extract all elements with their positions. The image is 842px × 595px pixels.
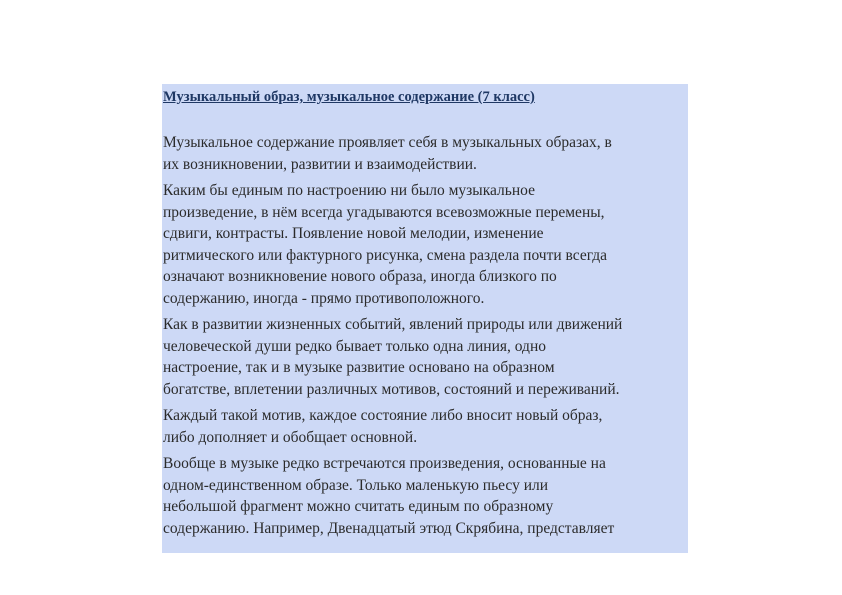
text-line: человеческой души редко бывает только одна линия, одно — [163, 337, 546, 355]
text-line: сдвиги, контрасты. Появление новой мелодии, изменение — [163, 225, 544, 242]
paragraph — [163, 453, 688, 539]
text-line: Вообще в музыке редко встречаются произведения, основанные на — [163, 455, 606, 472]
text-line: Каждый такой мотив, каждое состояние либо вносит новый образ, — [163, 407, 603, 424]
text-line: небольшой фрагмент можно считать единым по образному — [163, 498, 554, 515]
text-line: содержанию, иногда - прямо противоположного. — [163, 289, 485, 307]
text-line: Как в развитии жизненных событий, явлений природы или движений — [163, 316, 623, 333]
paragraph — [163, 314, 688, 400]
text-line: либо дополняет и обобщает основной. — [163, 428, 418, 446]
text-line: одном-единственном образе. Только маленькую пьесу или — [163, 476, 549, 494]
text-block — [162, 84, 688, 553]
document-title: Музыкальный образ, музыкальное содержание (7 класс) — [163, 89, 535, 105]
text-line: настроение, так и в музыке развитие основано на образном — [163, 359, 555, 376]
text-line: их возникновении, развитии и взаимодействии. — [163, 155, 477, 173]
paragraph — [163, 132, 688, 175]
text-line: Каким бы единым по настроению ни было музыкальное — [163, 182, 535, 199]
paragraph — [163, 180, 688, 309]
text-line: произведение, в нём всегда угадываются всевозможные перемены, — [163, 203, 605, 221]
text-line: богатстве, вплетении различных мотивов, состояний и переживаний. — [163, 380, 620, 398]
text-line: Музыкальное содержание проявляет себя в музыкальных образах, в — [163, 134, 612, 151]
text-line: означают возникновение нового образа, иногда близкого по — [163, 268, 557, 285]
text-line: содержанию. Например, Двенадцатый этюд Скрябина, представляет — [163, 519, 615, 537]
paragraph — [163, 405, 688, 448]
text-line: ритмического или фактурного рисунка, смена раздела почти всегда — [163, 246, 608, 264]
